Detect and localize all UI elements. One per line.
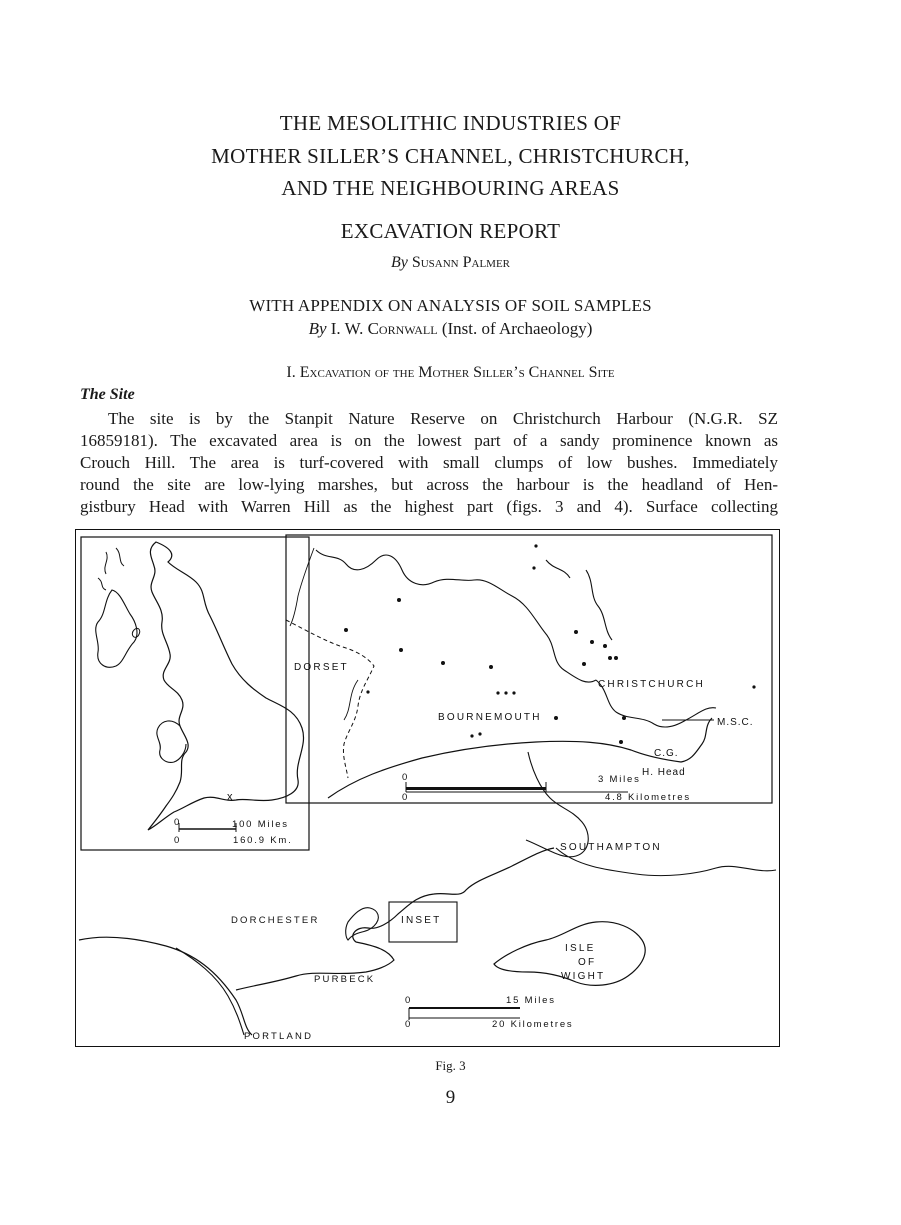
britain-scale-km: 160.9 Km.	[233, 835, 293, 846]
inset-scale-zero-km: 0	[402, 792, 410, 803]
appendix-affiliation: (Inst. of Archaeology)	[441, 319, 593, 338]
christchurch-inset-box	[286, 535, 772, 803]
main-coastline	[79, 848, 554, 1035]
paragraph-line: The site is by the Stanpit Nature Reserve on Christchurch Harbour (N.G.R. SZ	[108, 409, 778, 428]
britain-scale-miles: 100 Miles	[232, 819, 289, 830]
label-inset: INSET	[401, 915, 442, 926]
label-purbeck: PURBECK	[314, 974, 376, 985]
britain-outline	[148, 542, 304, 830]
main-scale-km: 20 Kilometres	[492, 1019, 574, 1030]
paragraph-line: round the site are low-lying marshes, but across the harbour is the headland of Hen-	[80, 475, 778, 494]
map-figure-svg	[76, 530, 778, 1045]
scotland-islands	[98, 548, 124, 590]
britain-scale-zero-km: 0	[174, 835, 182, 846]
main-scale-zero: 0	[405, 995, 413, 1006]
label-dorset: DORSET	[294, 662, 349, 673]
inset-scale-km: 4.8 Kilometres	[605, 792, 691, 803]
appendix-author-line	[0, 319, 901, 339]
isle-of-man	[132, 628, 139, 637]
label-portland: PORTLAND	[244, 1031, 314, 1042]
main-scale-zero-km: 0	[405, 1019, 413, 1030]
inset-scale-zero: 0	[402, 772, 410, 783]
label-msc: M.S.C.	[717, 717, 754, 728]
inset-scale-bar	[406, 787, 546, 790]
poole-harbour	[346, 908, 379, 940]
inset-river	[290, 548, 314, 626]
wales-outline	[157, 721, 186, 762]
title-line-2: MOTHER SILLER’S CHANNEL, CHRISTCHURCH,	[211, 144, 690, 168]
inset-scale-miles: 3 Miles	[598, 774, 641, 785]
find-spots	[344, 544, 756, 744]
label-wight: WIGHT	[561, 971, 606, 982]
label-southampton: SOUTHAMPTON	[560, 842, 662, 853]
paragraph-line: Crouch Hill. The area is turf-covered with small clumps of low bushes. Immediately	[80, 453, 778, 472]
paragraph-line: gistbury Head with Warren Hill as the highest part (figs. 3 and 4). Surface collecting	[80, 497, 778, 516]
title-line-3: AND THE NEIGHBOURING AREAS	[281, 176, 620, 200]
label-isle: ISLE	[565, 943, 596, 954]
label-cg: C.G.	[654, 748, 679, 759]
figure-caption: Fig. 3	[435, 1058, 466, 1073]
appendix-title: WITH APPENDIX ON ANALYSIS OF SOIL SAMPLES	[249, 296, 652, 315]
appendix-by: By	[308, 319, 327, 338]
section-heading: I. Excavation of the Mother Siller’s Channel Site	[286, 364, 615, 381]
report-subtitle: EXCAVATION REPORT	[340, 219, 561, 243]
north-coast	[316, 550, 612, 682]
author-by: By	[390, 254, 408, 271]
author-line	[0, 254, 901, 272]
portland-bill	[176, 948, 244, 1035]
main-scale-miles: 15 Miles	[506, 995, 556, 1006]
britain-scale-zero: 0	[174, 817, 182, 828]
label-bournemouth: BOURNEMOUTH	[438, 712, 542, 723]
author-name: Susann Palmer	[411, 254, 511, 271]
subsection-heading: The Site	[80, 386, 135, 403]
label-dorchester: DORCHESTER	[231, 915, 320, 926]
site-marker-x: x	[227, 791, 233, 803]
figure-3-map	[75, 529, 780, 1047]
title-line-1: THE MESOLITHIC INDUSTRIES OF	[279, 111, 622, 135]
ireland-outline	[96, 590, 137, 667]
label-christchurch: CHRISTCHURCH	[598, 679, 705, 690]
body-paragraph	[80, 408, 778, 518]
inset-river-2	[344, 680, 358, 720]
paragraph-line: 16859181). The excavated area is on the lowest part of a sandy prominence known as	[80, 431, 778, 450]
label-of: OF	[578, 957, 597, 968]
label-h-head: H. Head	[642, 767, 686, 778]
appendix-author: I. W. Cornwall	[330, 319, 438, 338]
page-number: 9	[445, 1087, 456, 1108]
britain-inset-box	[81, 537, 309, 850]
dorset-boundary	[286, 620, 374, 778]
